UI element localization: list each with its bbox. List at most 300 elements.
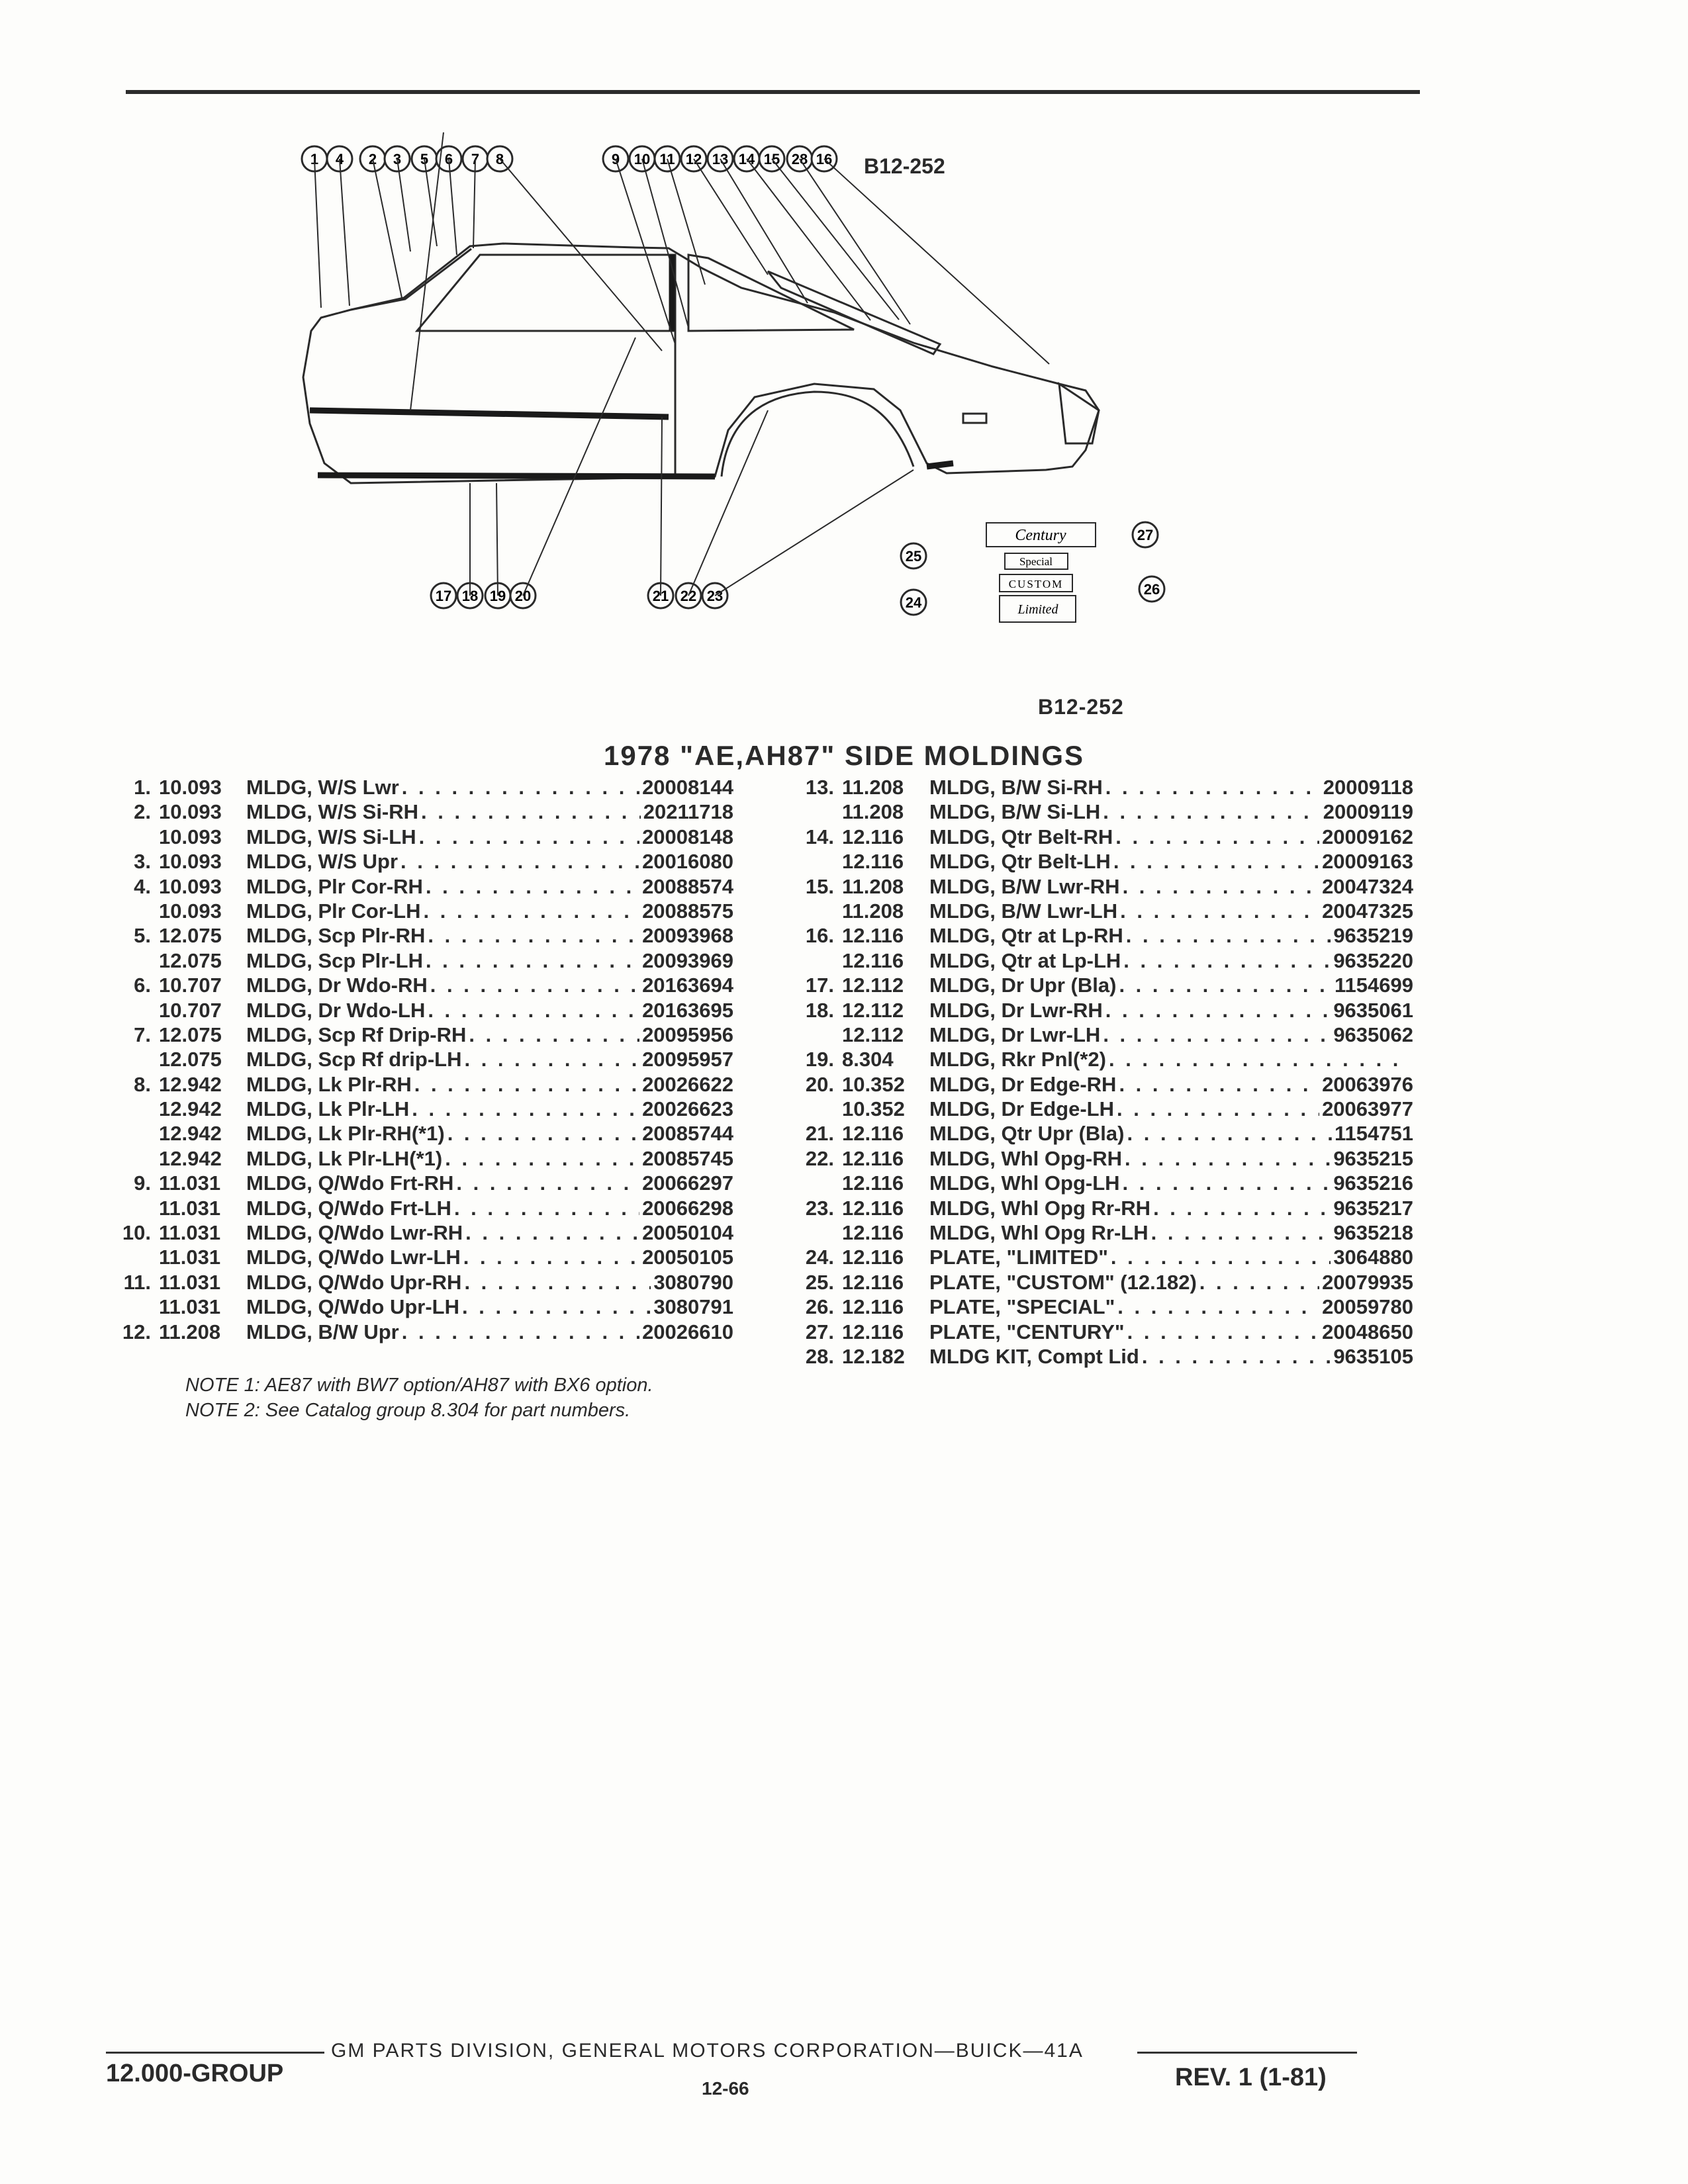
- dot-leader: [1103, 800, 1320, 824]
- part-number: 20163694: [642, 974, 733, 997]
- item-number: 6.: [134, 974, 151, 997]
- group-number: 12.942: [159, 1122, 222, 1146]
- description: MLDG, Lk Plr-RH: [246, 1072, 412, 1096]
- part-number: 20009119: [1323, 800, 1413, 824]
- callout-17: [431, 583, 456, 608]
- wheel-arch: [722, 392, 914, 477]
- dot-leader: [1105, 999, 1331, 1023]
- svg-text:27: 27: [1137, 527, 1154, 543]
- group-number: 11.031: [159, 1171, 221, 1195]
- part-row: [781, 1171, 1413, 1196]
- group-number: 12.075: [159, 1023, 222, 1046]
- part-row: [98, 776, 733, 800]
- part-number: 9635220: [1333, 948, 1413, 972]
- dot-leader: [1117, 1295, 1319, 1319]
- dot-leader: [402, 776, 639, 799]
- part-number: 20163695: [642, 998, 733, 1022]
- description-cell: [246, 1221, 642, 1245]
- part-row: [781, 825, 1413, 850]
- group-number: 12.116: [842, 1320, 904, 1343]
- dot-leader: [454, 1197, 639, 1220]
- group-number: 12.116: [842, 850, 904, 874]
- dot-leader: [1109, 1048, 1411, 1071]
- description: MLDG, Whl Opg-LH: [929, 1171, 1120, 1195]
- description-cell: [929, 825, 1322, 849]
- description: MLDG, Dr Wdo-LH: [246, 998, 426, 1022]
- description-cell: [246, 1197, 642, 1220]
- description: MLDG, Dr Upr (Bla): [929, 974, 1117, 997]
- svg-text:10: 10: [633, 151, 651, 167]
- part-number: 9635216: [1333, 1171, 1413, 1195]
- part-number: 9635105: [1333, 1344, 1413, 1368]
- description: MLDG, W/S Lwr: [246, 776, 399, 799]
- item-number: 9.: [134, 1171, 151, 1195]
- description-cell: [929, 1345, 1333, 1369]
- group-number: 12.942: [159, 1097, 222, 1121]
- callout-24: [901, 590, 926, 615]
- description: MLDG, Dr Lwr-LH: [929, 1023, 1101, 1046]
- description: MLDG, Plr Cor-RH: [246, 874, 423, 898]
- part-number: 9635217: [1333, 1196, 1413, 1220]
- part-number: 20026610: [642, 1320, 733, 1343]
- description: MLDG, B/W Upr: [246, 1320, 399, 1343]
- part-number: 9635215: [1333, 1146, 1413, 1170]
- part-number: 3080790: [653, 1270, 733, 1294]
- item-number: 2.: [134, 800, 151, 824]
- svg-text:9: 9: [611, 151, 620, 167]
- part-row: [98, 949, 733, 974]
- part-number: 20047324: [1322, 874, 1413, 898]
- dot-leader: [1199, 1271, 1319, 1295]
- part-row: [98, 1197, 733, 1221]
- part-row: [781, 1246, 1413, 1270]
- part-row: [98, 1246, 733, 1270]
- item-number: 22.: [805, 1146, 834, 1170]
- callout-25: [901, 543, 926, 569]
- dot-leader: [447, 1122, 639, 1146]
- part-row: [98, 924, 733, 948]
- part-row: [98, 1271, 733, 1295]
- part-number: 20211718: [643, 800, 733, 824]
- description: MLDG, Dr Lwr-RH: [929, 998, 1103, 1022]
- part-row: [98, 1320, 733, 1345]
- item-number: 10.: [122, 1221, 151, 1245]
- limited-emblem-plate: [1000, 596, 1076, 622]
- description: PLATE, "CUSTOM" (12.182): [929, 1270, 1197, 1294]
- description-cell: [929, 1023, 1333, 1047]
- description: MLDG, Q/Wdo Upr-LH: [246, 1295, 459, 1319]
- svg-text:24: 24: [905, 594, 922, 611]
- group-number: 10.093: [159, 874, 222, 898]
- group-number: 12.075: [159, 924, 222, 948]
- figure-code-label: B12-252: [864, 154, 945, 178]
- part-row: [781, 1048, 1413, 1072]
- group-number: 12.112: [842, 974, 904, 997]
- item-number: 8.: [134, 1072, 151, 1096]
- item-number: 20.: [805, 1072, 834, 1096]
- note-1: NOTE 1: AE87 with BW7 option/AH87 with BX6 option.: [185, 1375, 653, 1396]
- item-number: 28.: [805, 1344, 834, 1368]
- svg-text:8: 8: [495, 151, 504, 167]
- dot-leader: [1113, 850, 1319, 874]
- part-number: 20047325: [1322, 899, 1413, 923]
- group-number: 12.116: [842, 1295, 904, 1319]
- description-cell: [929, 776, 1323, 799]
- dot-leader: [400, 850, 639, 874]
- dot-leader: [1105, 776, 1321, 799]
- svg-text:25: 25: [905, 548, 922, 565]
- svg-text:7: 7: [471, 151, 480, 167]
- group-number: 12.112: [842, 1023, 904, 1046]
- item-number: 3.: [134, 850, 151, 874]
- item-number: 27.: [805, 1320, 834, 1343]
- part-row: [781, 924, 1413, 948]
- part-number: 20050105: [642, 1246, 733, 1269]
- dot-leader: [428, 924, 639, 948]
- item-number: 26.: [805, 1295, 834, 1319]
- group-number: 10.093: [159, 850, 222, 874]
- part-number: 20008144: [642, 776, 733, 799]
- svg-text:4: 4: [335, 151, 344, 167]
- description: MLDG, Scp Plr-RH: [246, 924, 426, 948]
- callouts-top: [302, 146, 837, 171]
- limited-emblem-text: Limited: [1017, 602, 1058, 617]
- part-number: 20095956: [642, 1023, 733, 1046]
- svg-text:17: 17: [435, 588, 452, 604]
- svg-text:19: 19: [489, 588, 506, 604]
- part-row: [781, 1295, 1413, 1320]
- part-row: [98, 850, 733, 874]
- group-number: 10.707: [159, 998, 222, 1022]
- dot-leader: [456, 1171, 639, 1195]
- description: MLDG, W/S Si-LH: [246, 825, 416, 848]
- part-number: 20085745: [642, 1146, 733, 1170]
- description-cell: [929, 1171, 1333, 1195]
- description-cell: [246, 1271, 653, 1295]
- description-cell: [929, 974, 1335, 997]
- dot-leader: [1127, 1122, 1333, 1146]
- custom-emblem-plate: [1000, 574, 1072, 592]
- description: MLDG, Rkr Pnl(*2): [929, 1048, 1106, 1071]
- footer-publisher: GM PARTS DIVISION, GENERAL MOTORS CORPORATION—BUICK—41A: [331, 2040, 1084, 2062]
- dot-leader: [462, 1295, 651, 1319]
- dot-leader: [469, 1023, 639, 1047]
- description-cell: [246, 850, 642, 874]
- group-number: 12.182: [842, 1344, 905, 1368]
- callout-26: [1139, 576, 1164, 602]
- description-cell: [929, 1246, 1333, 1269]
- part-number: 20095957: [642, 1048, 733, 1071]
- dot-leader: [445, 1147, 639, 1171]
- century-emblem-text: Century: [1015, 527, 1066, 544]
- svg-text:6: 6: [444, 151, 453, 167]
- item-number: 24.: [805, 1246, 834, 1269]
- part-row: [98, 800, 733, 825]
- special-emblem-plate: [1005, 553, 1068, 569]
- car-body-outline: [303, 244, 1099, 483]
- part-row: [781, 1023, 1413, 1048]
- parts-list-left: [98, 776, 733, 1345]
- part-number: 20026623: [642, 1097, 733, 1121]
- description-cell: [929, 850, 1322, 874]
- group-number: 10.352: [842, 1072, 905, 1096]
- description: PLATE, "CENTURY": [929, 1320, 1125, 1343]
- dot-leader: [1127, 1320, 1319, 1344]
- part-number: 1154699: [1335, 974, 1413, 997]
- dot-leader: [412, 1097, 639, 1121]
- svg-text:11: 11: [659, 151, 675, 167]
- description-cell: [929, 800, 1323, 824]
- group-number: 10.352: [842, 1097, 905, 1121]
- part-number: 20079935: [1322, 1270, 1413, 1294]
- item-number: 18.: [805, 998, 834, 1022]
- part-row: [781, 1221, 1413, 1246]
- part-number: 20008148: [642, 825, 733, 848]
- figure-code-caption: B12-252: [1038, 695, 1124, 719]
- svg-text:5: 5: [420, 151, 429, 167]
- description-cell: [246, 1073, 642, 1097]
- rear-quarter-glass: [768, 271, 940, 354]
- dot-leader: [424, 899, 640, 923]
- rocker-molding: [318, 475, 715, 477]
- description-cell: [929, 949, 1333, 973]
- description: MLDG, Scp Rf Drip-RH: [246, 1023, 467, 1046]
- item-number: 4.: [134, 874, 151, 898]
- group-number: 12.116: [842, 948, 904, 972]
- dot-leader: [463, 1246, 639, 1269]
- footer-rule-right: [1137, 2052, 1357, 2054]
- description-cell: [246, 1097, 642, 1121]
- group-number: 12.075: [159, 948, 222, 972]
- group-number: 10.093: [159, 825, 222, 848]
- svg-text:2: 2: [368, 151, 377, 167]
- part-number: 20063977: [1322, 1097, 1413, 1121]
- part-row: [781, 1271, 1413, 1295]
- group-number: 11.208: [842, 776, 904, 799]
- group-number: 12.116: [842, 1221, 904, 1245]
- group-number: 11.031: [159, 1295, 221, 1319]
- part-number: 20009163: [1322, 850, 1413, 874]
- description: MLDG, Dr Edge-RH: [929, 1072, 1117, 1096]
- part-number: 3080791: [653, 1295, 733, 1319]
- group-number: 12.116: [842, 1246, 904, 1269]
- description-cell: [929, 1147, 1333, 1171]
- footer-group: 12.000-GROUP: [106, 2060, 284, 2087]
- part-number: 20063976: [1322, 1072, 1413, 1096]
- description-cell: [246, 1048, 642, 1071]
- svg-text:20: 20: [514, 588, 532, 604]
- dot-leader: [464, 1048, 639, 1071]
- description-cell: [929, 1073, 1322, 1097]
- description: MLDG, Dr Edge-LH: [929, 1097, 1114, 1121]
- group-number: 12.116: [842, 1122, 904, 1146]
- description: MLDG, B/W Si-RH: [929, 776, 1103, 799]
- item-number: 19.: [805, 1048, 834, 1071]
- part-row: [98, 1073, 733, 1097]
- dot-leader: [464, 1271, 651, 1295]
- dot-leader: [1119, 974, 1332, 997]
- description: MLDG KIT, Compt Lid: [929, 1344, 1139, 1368]
- note-2: NOTE 2: See Catalog group 8.304 for part numbers.: [185, 1400, 631, 1421]
- part-number: 9635219: [1333, 924, 1413, 948]
- description-cell: [246, 776, 642, 799]
- description: MLDG, Whl Opg-RH: [929, 1146, 1122, 1170]
- description: MLDG, B/W Si-LH: [929, 800, 1101, 824]
- description: MLDG, Qtr at Lp-RH: [929, 924, 1123, 948]
- description: MLDG, W/S Si-RH: [246, 800, 419, 824]
- group-number: 10.093: [159, 899, 222, 923]
- part-number: 1154751: [1335, 1122, 1413, 1146]
- dot-leader: [1103, 1023, 1331, 1047]
- description-cell: [246, 1295, 653, 1319]
- dot-leader: [1115, 825, 1319, 849]
- svg-text:14: 14: [738, 151, 755, 167]
- dot-leader: [1120, 899, 1319, 923]
- side-moldings-diagram: [265, 132, 1205, 642]
- part-number: 20009118: [1323, 776, 1413, 799]
- group-number: 11.208: [842, 899, 904, 923]
- description-cell: [246, 949, 642, 973]
- item-number: 7.: [134, 1023, 151, 1046]
- part-number: 9635061: [1333, 998, 1413, 1022]
- part-row: [98, 1023, 733, 1048]
- description: MLDG, Qtr Belt-RH: [929, 825, 1113, 848]
- part-row: [98, 1295, 733, 1320]
- description-cell: [246, 1122, 642, 1146]
- dot-leader: [430, 974, 639, 997]
- part-number: 20048650: [1322, 1320, 1413, 1343]
- footer-rule-left: [106, 2052, 324, 2054]
- description: MLDG, Qtr Belt-LH: [929, 850, 1111, 874]
- description-cell: [246, 974, 642, 997]
- description: MLDG, B/W Lwr-RH: [929, 874, 1120, 898]
- dot-leader: [421, 800, 641, 824]
- group-number: 11.031: [159, 1196, 221, 1220]
- svg-text:12: 12: [685, 151, 702, 167]
- description: MLDG, W/S Upr: [246, 850, 399, 874]
- part-number: 20093969: [642, 948, 733, 972]
- description-cell: [929, 1221, 1333, 1245]
- group-number: 12.112: [842, 998, 904, 1022]
- callout-27: [1133, 522, 1158, 547]
- callouts-bottom: [431, 583, 727, 608]
- door-handle: [963, 414, 986, 423]
- rear-rocker-molding: [927, 463, 953, 467]
- description-cell: [246, 1246, 642, 1269]
- part-row: [781, 1122, 1413, 1146]
- item-number: 13.: [805, 776, 834, 799]
- group-number: 12.942: [159, 1072, 222, 1096]
- leader-lines: [314, 132, 1049, 596]
- description: PLATE, "LIMITED": [929, 1246, 1108, 1269]
- part-number: 20088574: [642, 874, 733, 898]
- taillight: [1059, 384, 1099, 443]
- part-row: [98, 999, 733, 1023]
- part-number: 20085744: [642, 1122, 733, 1146]
- description-cell: [929, 899, 1322, 923]
- special-emblem-text: Special: [1019, 555, 1053, 568]
- part-row: [781, 1197, 1413, 1221]
- part-number: 20093968: [642, 924, 733, 948]
- part-row: [781, 1097, 1413, 1122]
- dot-leader: [1119, 1073, 1319, 1097]
- description: MLDG, Q/Wdo Upr-RH: [246, 1270, 462, 1294]
- svg-text:16: 16: [816, 151, 833, 167]
- description-cell: [246, 924, 642, 948]
- group-number: 12.075: [159, 1048, 222, 1071]
- windshield: [351, 249, 471, 310]
- body-outline: [303, 244, 1099, 483]
- svg-text:15: 15: [763, 151, 780, 167]
- description: MLDG, Lk Plr-LH: [246, 1097, 410, 1121]
- part-row: [781, 1147, 1413, 1171]
- century-emblem-plate: [986, 523, 1096, 547]
- group-number: 12.116: [842, 825, 904, 848]
- description-cell: [246, 1147, 642, 1171]
- description: MLDG, Q/Wdo Frt-RH: [246, 1171, 454, 1195]
- description: MLDG, Dr Wdo-RH: [246, 974, 428, 997]
- description: MLDG, Plr Cor-LH: [246, 899, 421, 923]
- description: MLDG, Q/Wdo Lwr-LH: [246, 1246, 461, 1269]
- group-number: 11.208: [842, 800, 904, 824]
- group-number: 11.031: [159, 1246, 221, 1269]
- svg-text:23: 23: [706, 588, 724, 604]
- footer-revision: REV. 1 (1-81): [1175, 2064, 1327, 2091]
- parts-list-right: [781, 776, 1413, 1369]
- molding-strips: [310, 255, 953, 477]
- item-number: 25.: [805, 1270, 834, 1294]
- door-window: [417, 255, 675, 331]
- item-number: 1.: [134, 776, 151, 799]
- part-number: 9635062: [1333, 1023, 1413, 1046]
- dot-leader: [1126, 924, 1331, 948]
- description-cell: [929, 1097, 1322, 1121]
- description-cell: [929, 1122, 1335, 1146]
- dot-leader: [414, 1073, 639, 1097]
- description: MLDG, B/W Lwr-LH: [929, 899, 1118, 923]
- description: MLDG, Q/Wdo Lwr-RH: [246, 1221, 463, 1245]
- description-cell: [246, 825, 642, 849]
- item-number: 16.: [805, 924, 834, 948]
- svg-text:21: 21: [652, 588, 669, 604]
- part-number: 9635218: [1333, 1221, 1413, 1245]
- description: MLDG, Scp Plr-LH: [246, 948, 423, 972]
- dot-leader: [1153, 1197, 1331, 1220]
- dot-leader: [1117, 1097, 1319, 1121]
- part-row: [781, 974, 1413, 998]
- part-number: 20066297: [642, 1171, 733, 1195]
- dot-leader: [426, 949, 639, 973]
- part-row: [781, 899, 1413, 924]
- description-cell: [246, 1320, 642, 1344]
- part-row: [98, 974, 733, 998]
- item-number: 14.: [805, 825, 834, 848]
- part-row: [781, 800, 1413, 825]
- dot-leader: [426, 875, 639, 899]
- dot-leader: [402, 1320, 639, 1344]
- part-row: [781, 850, 1413, 874]
- dot-leader: [1111, 1246, 1331, 1269]
- description: MLDG, Lk Plr-RH(*1): [246, 1122, 445, 1146]
- part-number: 3064880: [1333, 1246, 1413, 1269]
- svg-text:28: 28: [791, 151, 808, 167]
- description-cell: [929, 999, 1333, 1023]
- description-cell: [929, 875, 1322, 899]
- part-row: [781, 875, 1413, 899]
- part-row: [781, 1073, 1413, 1097]
- part-number: 20088575: [642, 899, 733, 923]
- item-number: 5.: [134, 924, 151, 948]
